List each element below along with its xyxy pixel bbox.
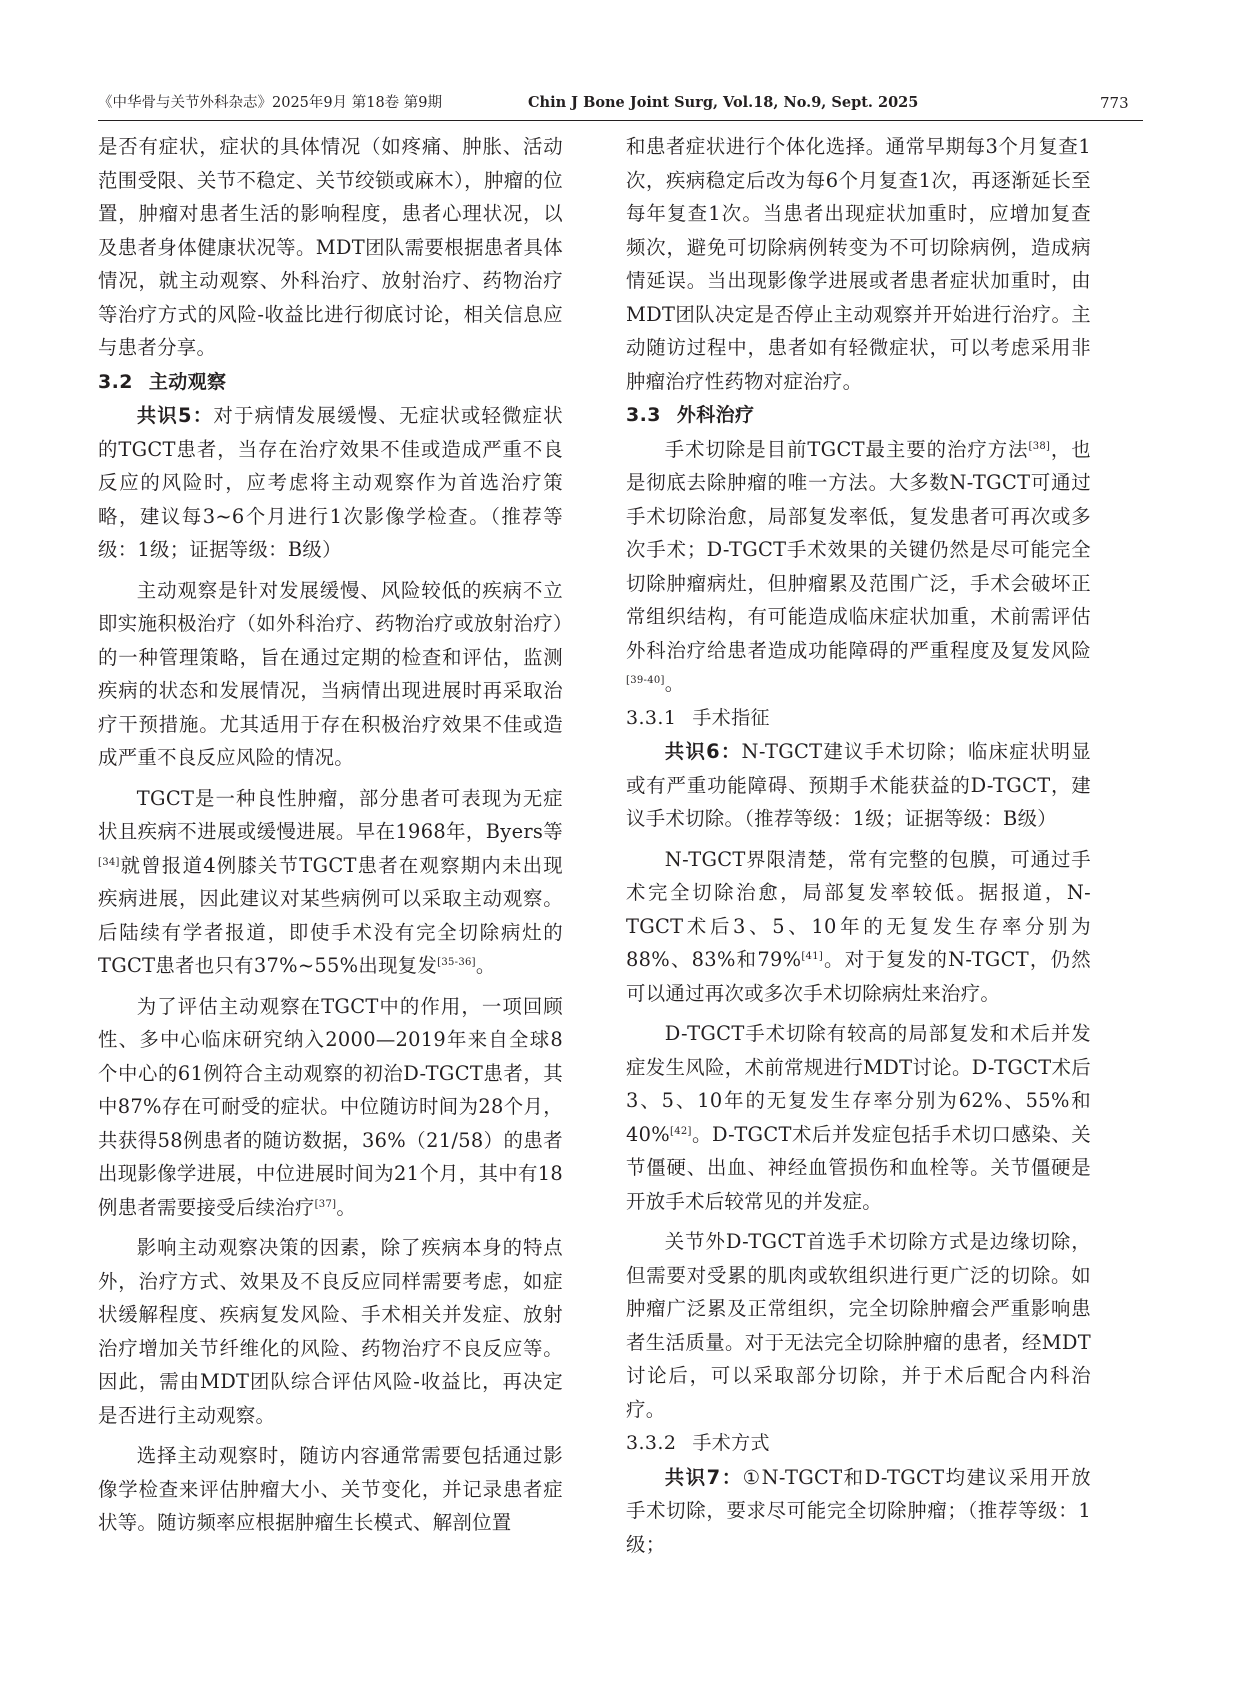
citation: [39-40] <box>626 675 665 686</box>
consensus-text: 对于病情发展缓慢、无症状或轻微症状的TGCT患者，当存在治疗效果不佳或造成严重不良反应的风险时，应考虑将主动观察作为首选治疗策略，建议每3~6个月进行1次影像学检查。（推荐等级：1级；证据等级：B级） <box>98 404 563 561</box>
subsection-heading-3-3-1 <box>626 702 1091 736</box>
citation: [37] <box>314 1198 337 1210</box>
text-run: 手术切除是目前TGCT最主要的治疗方法 <box>664 437 1029 461</box>
paragraph <box>626 843 1091 1011</box>
text-run: N-TGCT界限清楚，常有完整的包膜，可通过手术完全切除治愈，局部复发率较低。据报道，N-TGCT术后3、5、10年的无复发生存率分别为88%、83%和79% <box>626 847 1091 971</box>
subsection-heading-3-3-2 <box>626 1427 1091 1461</box>
consensus-5 <box>98 399 563 567</box>
citation: [42] <box>670 1125 692 1137</box>
section-heading-3-3 <box>626 399 1091 433</box>
section-title: 外科治疗 <box>676 404 755 426</box>
page-number: 773 <box>1100 94 1129 112</box>
section-number: 3.2 <box>98 370 133 393</box>
text-run: 为了评估主动观察在TGCT中的作用，一项回顾性、多中心临床研究纳入2000—2019年来自全球8个中心的61例符合主动观察的初治D-TGCT患者，其中87%存在可耐受的症状。中位随访时间为28个月，共获得58例患者的随访数据，36%（21/58）的患者出现影像学进展，中位进展时间为21个月，其中有18例患者需要接受后续治疗 <box>98 994 563 1219</box>
paragraph-continued: 是否有症状，症状的具体情况（如疼痛、肿胀、活动范围受限、关节不稳定、关节绞锁或麻木），肿瘤的位置，肿瘤对患者生活的影响程度，患者心理状况，以及患者身体健康状况等。MDT团队需要根据患者具体情况，就主动观察、外科治疗、放射治疗、药物治疗等治疗方式的风险-收益比进行彻底讨论，相关信息应与患者分享。 <box>98 135 563 359</box>
text-run: D-TGCT手术切除有较高的局部复发和术后并发症发生风险，术前常规进行MDT讨论。D-TGCT术后3、5、10年的无复发生存率分别为62%、55%和40% <box>626 1022 1091 1146</box>
section-number: 3.3.2 <box>626 1432 677 1454</box>
section-title: 手术指征 <box>692 706 770 729</box>
paragraph: 主动观察是针对发展缓慢、风险较低的疾病不立即实施积极治疗（如外科治疗、药物治疗或放射治疗）的一种管理策略，旨在通过定期的检查和评估，监测疾病的状态和发展情况，当病情出现进展时再采取治疗干预措施。尤其适用于存在积极治疗效果不佳或造成严重不良反应风险的情况。 <box>98 578 563 769</box>
text-run: 。 <box>475 954 496 977</box>
paragraph <box>626 433 1091 701</box>
paragraph: 选择主动观察时，随访内容通常需要包括通过影像学检查来评估肿瘤大小、关节变化，并记录患者症状等。随访频率应根据肿瘤生长模式、解剖位置 <box>98 1444 563 1534</box>
header-rule <box>98 120 1143 121</box>
section-heading-3-2 <box>98 366 563 400</box>
consensus-label: 共识7： <box>664 1465 743 1489</box>
consensus-6 <box>626 735 1091 836</box>
consensus-7 <box>626 1461 1091 1562</box>
paragraph: 关节外D-TGCT首选手术切除方式是边缘切除，但需要对受累的肌肉或软组织进行更广泛的切除。如肿瘤广泛累及正常组织，完全切除肿瘤会严重影响患者生活质量。对于无法完全切除肿瘤的患者，经MDT讨论后，可以采取部分切除，并于术后配合内科治疗。 <box>626 1230 1091 1421</box>
paragraph-continued: 和患者症状进行个体化选择。通常早期每3个月复查1次，疾病稳定后改为每6个月复查1次，再逐渐延长至每年复查1次。当患者出现症状加重时，应增加复查频次，避免可切除病例转变为不可切除病例，造成病情延误。当出现影像学进展或者患者症状加重时，由MDT团队决定是否停止主动观察并开始进行治疗。主动随访过程中，患者如有轻微症状，可以考虑采用非肿瘤治疗性药物对症治疗。 <box>626 135 1091 393</box>
citation: [38] <box>1028 440 1051 452</box>
consensus-text: ①N-TGCT和D-TGCT均建议采用开放手术切除，要求尽可能完全切除肿瘤；（推荐等级：1级； <box>626 1465 1091 1556</box>
text-run: 。D-TGCT术后并发症包括手术切口感染、关节僵硬、出血、神经血管损伤和血栓等。关节僵硬是开放手术后较常见的并发症。 <box>626 1122 1091 1213</box>
section-title: 主动观察 <box>148 370 227 393</box>
consensus-label: 共识6： <box>664 740 742 763</box>
text-run: ，也是彻底去除肿瘤的唯一方法。大多数N-TGCT可通过手术切除治愈，局部复发率低，复发患者可再次或多次手术；D-TGCT手术效果的关键仍然是尽可能完全切除肿瘤病灶，但肿瘤累及范围广泛，手术会破坏正常组织结构，有可能造成临床症状加重，术前需评估外科治疗给患者造成功能障碍的严重程度及复发风险 <box>626 437 1091 662</box>
citation: [41] <box>801 951 824 962</box>
paragraph <box>626 1017 1091 1218</box>
citation: [34] <box>98 856 120 868</box>
citation: [35-36] <box>437 957 476 968</box>
paragraph <box>98 782 563 983</box>
section-title: 手术方式 <box>692 1432 770 1454</box>
consensus-label: 共识5： <box>136 404 214 427</box>
text-run: 。对于复发的N-TGCT，仍然可以通过再次或多次手术切除病灶来治疗。 <box>626 948 1091 1005</box>
text-run: 就曾报道4例膝关节TGCT患者在观察期内未出现疾病进展，因此建议对某些病例可以采取主动观察。后陆续有学者报道，即使手术没有完全切除病灶的TGCT患者也只有37%~55%出现复发 <box>98 853 563 977</box>
consensus-text: N-TGCT建议手术切除；临床症状明显或有严重功能障碍、预期手术能获益的D-TGCT，建议手术切除。（推荐等级：1级；证据等级：B级） <box>626 740 1091 830</box>
text-run: 。 <box>664 672 685 695</box>
left-column <box>98 130 563 1540</box>
text-run: TGCT是一种良性肿瘤，部分患者可表现为无症状且疾病不进展或缓慢进展。早在1968年，Byers等 <box>98 786 563 843</box>
running-header-chinese: 《中华骨与关节外科杂志》2025年9月 第18卷 第9期 <box>98 95 443 111</box>
section-number: 3.3.1 <box>626 706 677 729</box>
paragraph <box>98 990 563 1225</box>
right-column <box>626 130 1091 1561</box>
paragraph: 影响主动观察决策的因素，除了疾病本身的特点外，治疗方式、效果及不良反应同样需要考虑，如症状缓解程度、疾病复发风险、手术相关并发症、放射治疗增加关节纤维化的风险、药物治疗不良反应等。因此，需由MDT团队综合评估风险-收益比，再决定是否进行主动观察。 <box>98 1236 563 1427</box>
section-number: 3.3 <box>626 404 661 426</box>
running-header-english: Chin J Bone Joint Surg, Vol.18, No.9, Sept. 2025 <box>528 94 919 111</box>
text-run: 。 <box>336 1195 357 1219</box>
